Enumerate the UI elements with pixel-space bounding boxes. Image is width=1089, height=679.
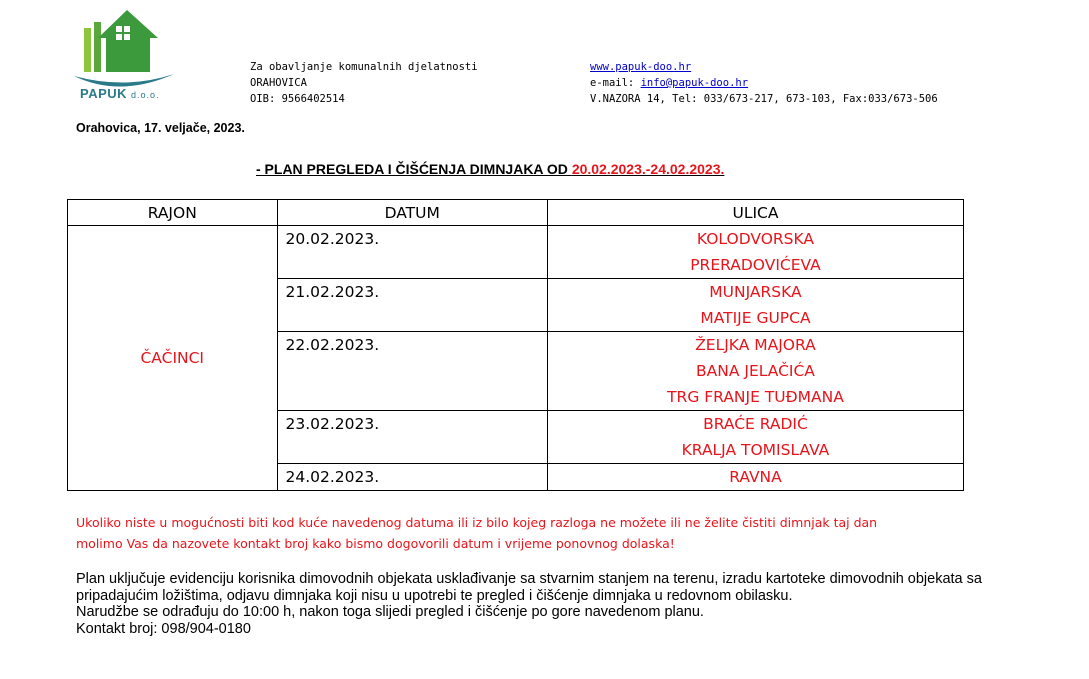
header-ulica: ULICA <box>547 200 963 226</box>
notice-line-2: molimo Vas da nazovete kontakt broj kako bismo dogovorili datum i vrijeme ponovnog dolaska! <box>76 536 675 551</box>
street-name: MATIJE GUPCA <box>700 309 811 327</box>
website-link[interactable]: www.papuk-doo.hr <box>590 61 692 73</box>
logo-house <box>98 10 158 72</box>
logo-bar-2 <box>94 22 101 72</box>
street-name: TRG FRANJE TUĐMANA <box>667 388 844 406</box>
street-name: KRALJA TOMISLAVA <box>681 441 830 459</box>
date-cell: 23.02.2023. <box>277 411 547 464</box>
logo-bar-1 <box>84 28 91 72</box>
date-cell: 22.02.2023. <box>277 332 547 411</box>
company-oib: OIB: 9566402514 <box>250 93 345 105</box>
date-cell: 24.02.2023. <box>277 464 547 491</box>
date-cell: 21.02.2023. <box>277 279 547 332</box>
company-line-1: Za obavljanje komunalnih djelatnosti <box>250 61 478 73</box>
table-body <box>68 226 964 491</box>
plan-table <box>67 199 964 491</box>
streets-cell <box>547 279 963 332</box>
streets-cell <box>547 464 963 491</box>
email-link[interactable]: info@papuk-doo.hr <box>640 77 749 89</box>
address-line: V.NAZORA 14, Tel: 033/673-217, 673-103, Fax:033/673-506 <box>590 93 938 105</box>
document-date: Orahovica, 17. veljače, 2023. <box>76 121 245 135</box>
contact-info <box>590 59 938 107</box>
header-datum: DATUM <box>277 200 547 226</box>
street-name: BRAĆE RADIĆ <box>703 415 808 433</box>
orders-line: Narudžbe se odrađuju do 10:00 h, nakon toga slijedi pregled i čišćenje po gore navedenom planu. <box>76 604 704 620</box>
table-header-row <box>68 200 964 226</box>
street-name: MUNJARSKA <box>709 283 802 301</box>
street-name: KOLODVORSKA <box>696 230 815 248</box>
street-name: BANA JELAČIĆA <box>696 362 815 380</box>
date-cell: 20.02.2023. <box>277 226 547 279</box>
street-name: RAVNA <box>729 468 782 486</box>
streets-cell <box>547 411 963 464</box>
contact-number-line: Kontakt broj: 098/904-0180 <box>76 620 251 637</box>
header-rajon: RAJON <box>68 200 278 226</box>
red-notice <box>76 512 996 554</box>
company-line-2: ORAHOVICA <box>250 77 307 89</box>
street-name: PRERADOVIĆEVA <box>690 256 821 274</box>
logo-swoosh <box>74 74 174 87</box>
title-prefix: - PLAN PREGLEDA I ČIŠĆENJA DIMNJAKA OD <box>256 161 572 177</box>
table-row <box>68 226 964 279</box>
plan-description <box>76 571 986 637</box>
streets-cell <box>547 332 963 411</box>
rajon-cell: ČAČINCI <box>68 226 278 491</box>
notice-line-1: Ukoliko niste u mogućnosti biti kod kuće navedenog datuma ili iz bilo kojeg razloga ne možete ili ne želite čistiti dimnjak taj dan <box>76 515 878 530</box>
street-name: ŽELJKA MAJORA <box>695 336 816 354</box>
title-date-range: 20.02.2023.-24.02.2023. <box>571 161 725 177</box>
logo-wordmark: PAPUK d.o.o. <box>80 86 160 101</box>
plan-paragraph: Plan uključuje evidenciju korisnika dimovodnih objekata usklađivanje sa stvarnim stanjem na terenu, izradu kartoteke dimovodnih objekata sa pripadajućim ložištima, odjavu dimnjaka koji nisu u upotrebi te pregled i čišćenje dimnjaka u redovnom obilasku. <box>76 571 982 604</box>
document-title <box>256 161 724 177</box>
email-label: e-mail: <box>590 77 641 89</box>
company-info <box>250 59 478 107</box>
streets-cell <box>547 226 963 279</box>
